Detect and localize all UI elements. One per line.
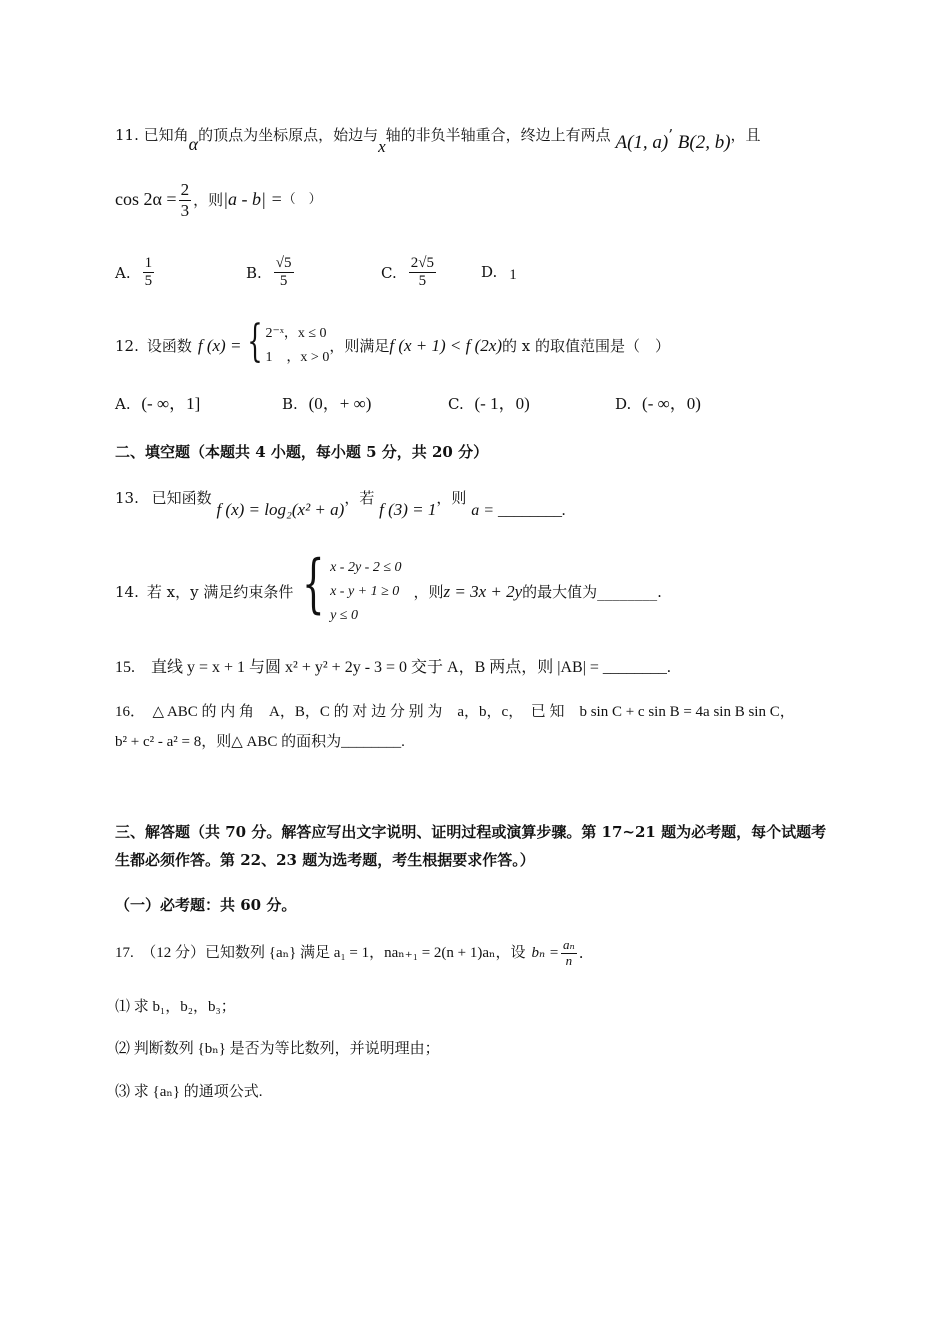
option-value: (- ∞，1]	[141, 394, 201, 413]
q12-text: 设函数	[146, 337, 192, 355]
q17-part-2: ⑵ 判断数列 {bₙ} 是否为等比数列，并说明理由；	[115, 1041, 440, 1057]
q16-line2: b² + c² - a² = 8，则△ ABC 的面积为________.	[115, 734, 405, 750]
piecewise-cases	[265, 322, 329, 370]
section3-subheading: （一）必考题：共 60 分。	[115, 896, 297, 914]
constraint-2: x - y + 1 ≥ 0	[330, 584, 400, 599]
constraint-3: y ≤ 0	[330, 608, 358, 623]
q12-options	[115, 394, 715, 420]
q13-text2: ，若	[344, 489, 375, 507]
piecewise-case-2: 1 ，x > 0	[265, 350, 330, 365]
q14-line	[115, 547, 662, 628]
q17-bn-fraction	[561, 938, 577, 969]
option-value: (- ∞，0)	[642, 394, 701, 413]
q11-answer-paren: （ ）	[282, 192, 322, 208]
option-fraction	[143, 255, 155, 291]
q17-line	[115, 938, 584, 969]
q11-x: x	[378, 137, 386, 156]
q12-option-a[interactable]	[115, 394, 200, 414]
fraction-denominator: 5	[418, 273, 427, 290]
q13-number: 13.	[115, 489, 139, 507]
q13-answer-blank: a = ________.	[471, 502, 566, 519]
q12-text2: ，则满足	[329, 337, 390, 355]
q11-options	[115, 255, 675, 303]
q16-line1: 16． △ ABC 的 内 角 A，B，C 的 对 边 分 别 为 a，b，c， 已 知 b sin C + c sin B = 4a sin B sin C，	[115, 704, 795, 720]
constraint-1: x - 2y - 2 ≤ 0	[330, 560, 402, 575]
q11-line1: 11. 已知角α的顶点为坐标原点，始边与x轴的非负半轴重合，终边上有两点 A(1, a)’ B(2, b)，且	[115, 126, 761, 156]
option-fraction	[274, 255, 294, 291]
q11-cond-denominator: 3	[180, 200, 190, 220]
q12-option-d[interactable]	[615, 394, 701, 414]
option-label: C.	[381, 263, 397, 282]
q12-piecewise	[241, 316, 330, 370]
q15-line: 15. 直线 y = x + 1 与圆 x² + y² + 2y - 3 = 0 交于 A，B 两点，则 |AB| = ________.	[115, 659, 671, 676]
q17-part-1: ⑴ 求 b₁，b₂，b₃；	[115, 999, 236, 1015]
q17-head: 17. （12 分）已知数列 {aₙ} 满足 a₁ = 1，naₙ₊₁ = 2(n + 1)aₙ，设	[115, 945, 526, 962]
q14-text: 若 x，y 满足约束条件	[146, 583, 294, 601]
q11-option-c[interactable]	[381, 255, 438, 291]
option-value: 1	[509, 267, 517, 283]
fraction-denominator: n	[565, 952, 573, 968]
section3-heading-line1: 三、解答题（共 70 分。解答应写出文字说明、证明过程或演算步骤。第 17~21 题为必考题，每个试题考	[115, 823, 827, 841]
q12-inequality: f (x + 1) < f (2x)	[389, 335, 502, 355]
q11-number: 11.	[115, 126, 139, 144]
option-value: (0，+ ∞)	[308, 394, 372, 413]
option-label: B.	[246, 263, 262, 282]
option-label: C.	[448, 395, 464, 413]
q12-number: 12.	[115, 337, 139, 355]
brace-icon: {	[247, 316, 264, 367]
piecewise-case-1: 2⁻ˣ，x ≤ 0	[265, 326, 327, 341]
fraction-denominator: 5	[144, 273, 153, 290]
q11-cond-numerator: 2	[180, 180, 190, 199]
q13-text: 已知函数	[151, 489, 212, 507]
q11-option-b[interactable]	[246, 255, 296, 291]
fraction-numerator: 2√5	[409, 255, 436, 273]
fraction-numerator: 1	[143, 255, 155, 273]
q14-text2: ，则	[413, 583, 444, 601]
q11-cond-lhs: cos 2α =	[115, 189, 177, 210]
q13-condition: f (3) = 1	[379, 500, 437, 519]
q14-text3: 的最大值为________.	[522, 583, 662, 601]
q11-text2: 的顶点为坐标原点，始边与	[198, 126, 379, 144]
fraction-numerator: aₙ	[562, 937, 575, 952]
q11-alpha: α	[188, 134, 199, 154]
q11-text3: 轴的非负半轴重合，终边上有两点	[385, 126, 611, 144]
q17-part-3: ⑶ 求 {aₙ} 的通项公式.	[115, 1084, 263, 1100]
q11-cond-fraction	[179, 180, 192, 220]
q11-ask: ，则	[193, 191, 224, 210]
q11-option-a[interactable]	[115, 255, 156, 291]
q17-bn: bₙ =	[531, 945, 559, 962]
q14-number: 14.	[115, 583, 139, 601]
q11-point-b: B(2, b)	[677, 132, 731, 153]
fraction-denominator: 5	[279, 273, 288, 290]
q11-point-a: A(1, a)	[615, 132, 669, 153]
option-value: (- 1，0)	[474, 394, 530, 413]
option-fraction	[409, 255, 436, 291]
q11-option-d[interactable]	[481, 263, 517, 281]
section3-heading-line2: 生都必须作答。第 22、23 题为选考题，考生根据要求作答。）	[115, 851, 535, 869]
constraint-list	[330, 556, 401, 628]
q11-tail: ，且	[730, 126, 761, 144]
option-label: A.	[115, 395, 131, 413]
q11-expression: |a - b| =	[223, 189, 283, 210]
q14-constraints	[293, 547, 402, 628]
option-label: A.	[115, 263, 131, 282]
option-label: D.	[615, 395, 632, 413]
brace-icon: {	[302, 547, 325, 621]
q13-line	[115, 488, 566, 519]
q11-line2	[115, 180, 322, 220]
section2-heading: 二、填空题（本题共 4 小题，每小题 5 分，共 20 分）	[115, 443, 489, 461]
q12-function: f (x) =	[197, 335, 242, 355]
fraction-numerator: √5	[274, 255, 294, 273]
option-label: D.	[481, 263, 498, 281]
q12-option-c[interactable]	[448, 394, 530, 414]
q12-line	[115, 316, 670, 370]
q11-text: 已知角	[143, 126, 189, 144]
q17-end: .	[578, 944, 584, 963]
q14-objective: z = 3x + 2y	[443, 581, 523, 601]
q12-option-b[interactable]	[282, 394, 371, 414]
option-label: B.	[282, 395, 298, 413]
q13-text3: ，则	[436, 489, 467, 507]
q12-text3: 的 x 的取值范围是（ ）	[501, 337, 670, 355]
q13-function: f (x) = log₂(x² + a)	[216, 500, 345, 519]
